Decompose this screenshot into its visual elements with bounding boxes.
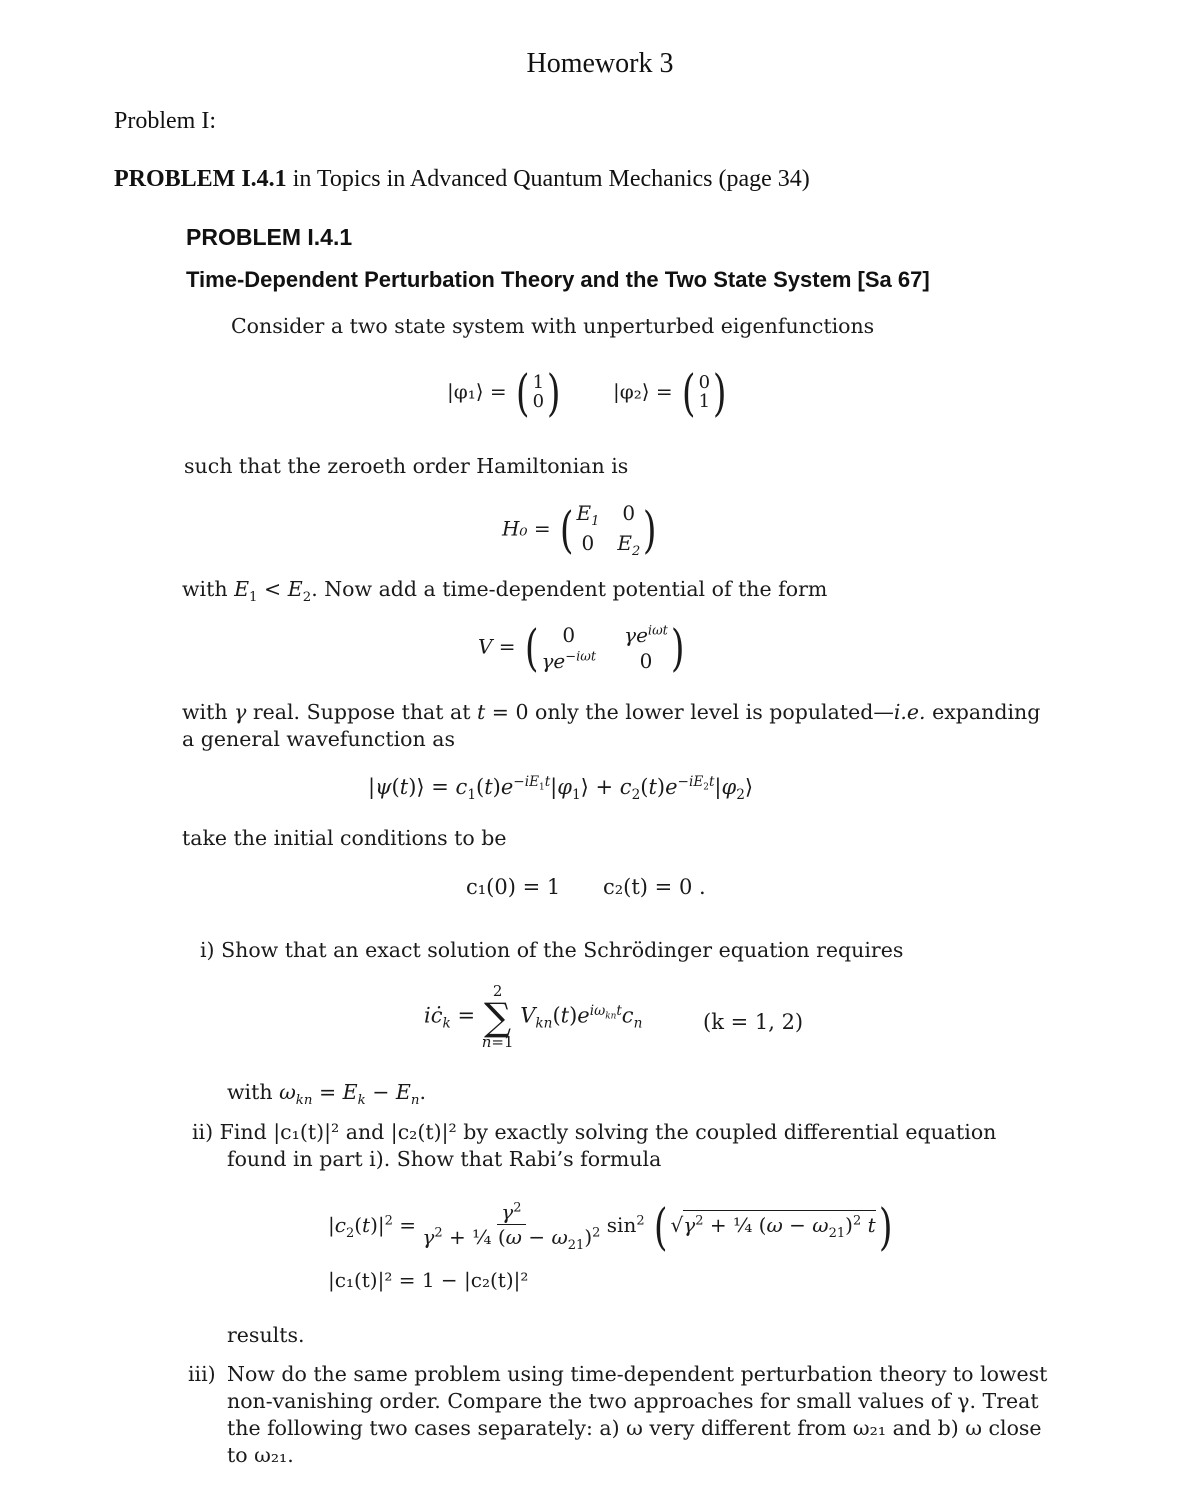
part-ii-line-1: ii) Find |c₁(t)|² and |c₂(t)|² by exactly solving the coupled differential equation: [192, 1120, 997, 1144]
v-equation: V = ( 0 $\gamma e^{i\omega t}$ $\gamma e^{-i\omega t}$ 0 ): [478, 619, 685, 677]
coupled-equation: $iċ_k$ = 2 ∑ n=1 $V_{kn}(t)e^{i\omega_{kn}t}c_n$: [424, 982, 643, 1052]
h0-lhs: H₀ =: [502, 516, 551, 541]
wavefunction-equation: |ψ(t)⟩ = $c_1(t)e^{-iE_1t}|\varphi_1⟩$ + $c_2(t)e^{-iE_2t}|\varphi_2⟩$: [368, 774, 754, 804]
part-iii-line-3: the following two cases separately: a) ω very different from ω₂₁ and b) ω close: [227, 1416, 1042, 1440]
hamiltonian-intro: such that the zeroeth order Hamiltonian is: [184, 454, 629, 478]
intro-text: Consider a two state system with unperturbed eigenfunctions: [231, 314, 875, 338]
page-title: Homework 3: [526, 48, 674, 79]
excerpt-label: PROBLEM I.4.1: [186, 224, 353, 250]
results-text: results.: [227, 1323, 305, 1347]
part-ii-line-2: found in part i). Show that Rabi’s formula: [227, 1147, 662, 1171]
gamma-line-1: with γ real. Suppose that at t = 0 only the lower level is populated—i.e. expanding: [182, 700, 1041, 724]
initial-condition-c1: c₁(0) = 1: [466, 875, 561, 899]
part-iii-label: iii): [188, 1362, 216, 1386]
part-iii-line-1: Now do the same problem using time-dependent perturbation theory to lowest: [227, 1362, 1048, 1386]
part-iii-line-4: to ω₂₁.: [227, 1443, 294, 1467]
omega-definition: with $\omega_{kn} = E_k - E_n$.: [227, 1080, 426, 1109]
reference-problem-id: PROBLEM I.4.1: [114, 166, 287, 192]
part-iii-line-2: non-vanishing order. Compare the two approaches for small values of γ. Treat: [227, 1389, 1039, 1413]
h0-equation: H₀ = ( $E_1$ 0 0 $E_2$ ): [502, 501, 657, 559]
c1-squared-equation: |c₁(t)|² = 1 − |c₂(t)|²: [328, 1268, 529, 1292]
excerpt-subtitle: Time-Dependent Perturbation Theory and the Two State System [Sa 67]: [186, 267, 930, 292]
phi2-equation: |φ₂⟩ = ( 0 1): [613, 364, 727, 422]
initial-condition-c2: c₂(t) = 0 .: [603, 875, 706, 899]
gamma-line-2: a general wavefunction as: [182, 727, 455, 751]
phi2-lhs: |φ₂⟩ =: [613, 379, 673, 404]
reference-source: in Topics in Advanced Quantum Mechanics (page 34): [292, 166, 810, 192]
part-i-text: i) Show that an exact solution of the Schrödinger equation requires: [200, 938, 904, 962]
v-lhs: V =: [478, 634, 516, 659]
k-range: (k = 1, 2): [703, 1010, 804, 1034]
initial-conditions-intro: take the initial conditions to be: [182, 826, 507, 850]
problem-reference: [114, 166, 810, 193]
problem-heading: Problem I:: [114, 108, 216, 134]
potential-intro: with $E_1 < E_2$. Now add a time-dependent potential of the form: [182, 577, 828, 606]
rabi-formula: $|c_2(t)|^2$ = $\frac{\gamma^2}{\gamma^2 + \frac{1}{4} (\omega - \omega_{21})^2}$ $\sin^2$ ( $√\gamma^2$ + ¼ $(\omega - \omega_{21})^2$ t): [328, 1197, 893, 1256]
phi1-lhs: |φ₁⟩ =: [447, 379, 507, 404]
phi1-equation: |φ₁⟩ = ( 1 0): [447, 364, 561, 422]
